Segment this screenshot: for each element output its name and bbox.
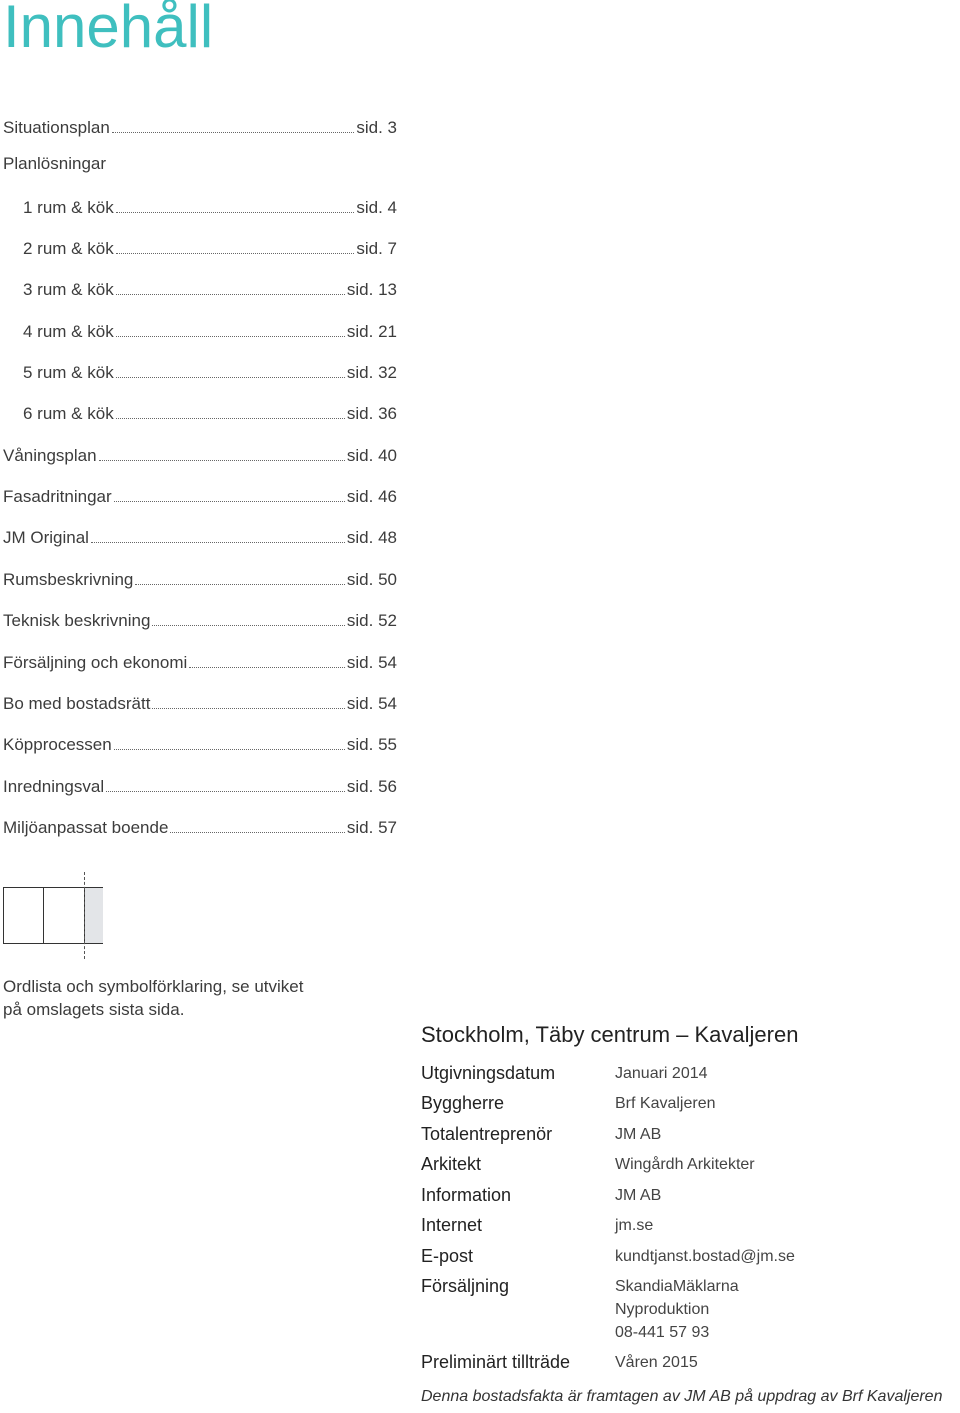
toc-entry-page: sid. 52 [346, 611, 397, 630]
toc-entry-page: sid. 7 [356, 239, 397, 258]
toc-entry [3, 477, 397, 507]
toc-dot-leader [135, 583, 345, 585]
toc-entry [23, 394, 397, 424]
toc-entry-label: 1 rum & kök [23, 198, 114, 217]
fold-divider [43, 888, 44, 943]
toc-entry-label: Situationsplan [3, 118, 110, 137]
toc-dot-leader [170, 831, 345, 833]
fact-value-line: 08-441 57 93 [615, 1324, 710, 1341]
fact-value: kundtjanst.bostad@jm.se [615, 1248, 795, 1265]
toc-entry-label: Bo med bostadsrätt [3, 694, 151, 713]
toc-entry-label: Köpprocessen [3, 735, 112, 754]
fact-row [421, 1214, 653, 1237]
toc-dot-leader [116, 293, 345, 295]
toc-dot-leader [152, 624, 345, 626]
toc-entry-label: Fasadritningar [3, 487, 112, 506]
toc-dot-leader [106, 790, 345, 792]
glossary-note [3, 975, 343, 1021]
toc-entry-label: 3 rum & kök [23, 280, 114, 299]
page-title: Innehåll [3, 0, 214, 60]
facts-block [421, 1020, 960, 1372]
toc-entry [3, 518, 397, 548]
toc-entry-page: sid. 21 [346, 322, 397, 341]
toc-entry-label: Teknisk beskrivning [3, 611, 151, 630]
footnote: Denna bostadsfakta är framtagen av JM AB på uppdrag av Brf Kavaljeren [421, 1388, 943, 1405]
toc-entry-label: 4 rum & kök [23, 322, 114, 341]
toc-entry [3, 767, 397, 797]
fact-row-tilltrade [421, 1351, 698, 1374]
toc-entry-label: Rumsbeskrivning [3, 570, 134, 589]
fact-value: JM AB [615, 1126, 662, 1143]
fact-key: Preliminärt tillträde [421, 1352, 571, 1372]
fact-value: Januari 2014 [615, 1065, 708, 1082]
fact-row [421, 1153, 755, 1176]
toc-entry-page: sid. 36 [346, 404, 397, 423]
fact-row [421, 1184, 661, 1207]
toc-entry [23, 229, 397, 259]
fact-key: Försäljning [421, 1276, 510, 1296]
glossary-note-line: på omslagets sista sida. [3, 1000, 185, 1019]
toc-entry-page: sid. 46 [346, 487, 397, 506]
toc-dot-leader [91, 541, 345, 543]
fact-key: Information [421, 1185, 512, 1205]
toc-entry-label: Våningsplan [3, 446, 97, 465]
facts-heading: Stockholm, Täby centrum – Kavaljeren [421, 1022, 799, 1047]
toc-entry-page: sid. 54 [346, 653, 397, 672]
toc-entry [23, 188, 397, 218]
toc-entry-label: 6 rum & kök [23, 404, 114, 423]
toc-entry [3, 560, 397, 590]
toc-entry-page: sid. 56 [346, 777, 397, 796]
fact-row [421, 1123, 661, 1146]
toc-dot-leader [116, 211, 355, 213]
fact-row [421, 1245, 795, 1268]
toc-dot-leader [116, 376, 345, 378]
toc-entry [23, 353, 397, 383]
fact-key: E-post [421, 1246, 474, 1266]
toc-entry-page: sid. 57 [346, 818, 397, 837]
fact-value [615, 1275, 739, 1344]
fact-value: JM AB [615, 1187, 662, 1204]
toc-entry-label: 2 rum & kök [23, 239, 114, 258]
toc-dot-leader [116, 335, 345, 337]
foldout-symbol-icon [3, 887, 103, 944]
glossary-note-line: Ordlista och symbolförklaring, se utviket [3, 977, 304, 996]
toc-entry-page: sid. 50 [346, 570, 397, 589]
fact-key: Internet [421, 1215, 483, 1235]
toc-dot-leader [114, 500, 345, 502]
toc-entry [3, 725, 397, 755]
toc-entry [3, 601, 397, 631]
toc-dot-leader [99, 459, 345, 461]
toc-entry-label: Miljöanpassat boende [3, 818, 169, 837]
fact-key: Arkitekt [421, 1154, 482, 1174]
fold-dashed-line [84, 872, 85, 959]
toc-heading-planlosningar: Planlösningar [3, 154, 107, 173]
toc-entry [3, 684, 397, 714]
toc-entry-page: sid. 3 [356, 118, 397, 137]
toc-entry-label: Inredningsval [3, 777, 105, 796]
toc-entry [23, 312, 397, 342]
toc-entry-page: sid. 13 [346, 280, 397, 299]
toc-entry [23, 270, 397, 300]
fact-value: Brf Kavaljeren [615, 1095, 716, 1112]
toc-entry-label: JM Original [3, 528, 89, 547]
toc-entry [3, 808, 397, 838]
fact-row [421, 1092, 716, 1115]
toc-entry-page: sid. 4 [356, 198, 397, 217]
toc-dot-leader [116, 252, 355, 254]
toc-entry-page: sid. 54 [346, 694, 397, 713]
foldout-panel [84, 888, 103, 943]
toc-entry-page: sid. 48 [346, 528, 397, 547]
fact-value: Våren 2015 [615, 1354, 698, 1371]
toc-entry-label: 5 rum & kök [23, 363, 114, 382]
toc-entry-page: sid. 32 [346, 363, 397, 382]
fact-key: Utgivningsdatum [421, 1063, 556, 1083]
fact-value-line: SkandiaMäklarna [615, 1278, 739, 1295]
toc-dot-leader [152, 707, 344, 709]
fact-row-forsaljning [421, 1275, 739, 1344]
toc-entry-page: sid. 55 [346, 735, 397, 754]
fact-value: jm.se [615, 1217, 654, 1234]
toc-entry-situationsplan [3, 108, 397, 138]
toc-dot-leader [112, 131, 355, 133]
fact-row [421, 1062, 708, 1085]
toc-entry [3, 643, 397, 673]
fact-key: Byggherre [421, 1093, 505, 1113]
toc-entry [3, 436, 397, 466]
fact-value: Wingårdh Arkitekter [615, 1156, 755, 1173]
toc-entry-label: Försäljning och ekonomi [3, 653, 188, 672]
toc-entry-page: sid. 40 [346, 446, 397, 465]
toc-dot-leader [189, 666, 345, 668]
toc-dot-leader [114, 748, 345, 750]
fact-value-line: Nyproduktion [615, 1301, 710, 1318]
fact-key: Totalentreprenör [421, 1124, 553, 1144]
toc-dot-leader [116, 417, 345, 419]
